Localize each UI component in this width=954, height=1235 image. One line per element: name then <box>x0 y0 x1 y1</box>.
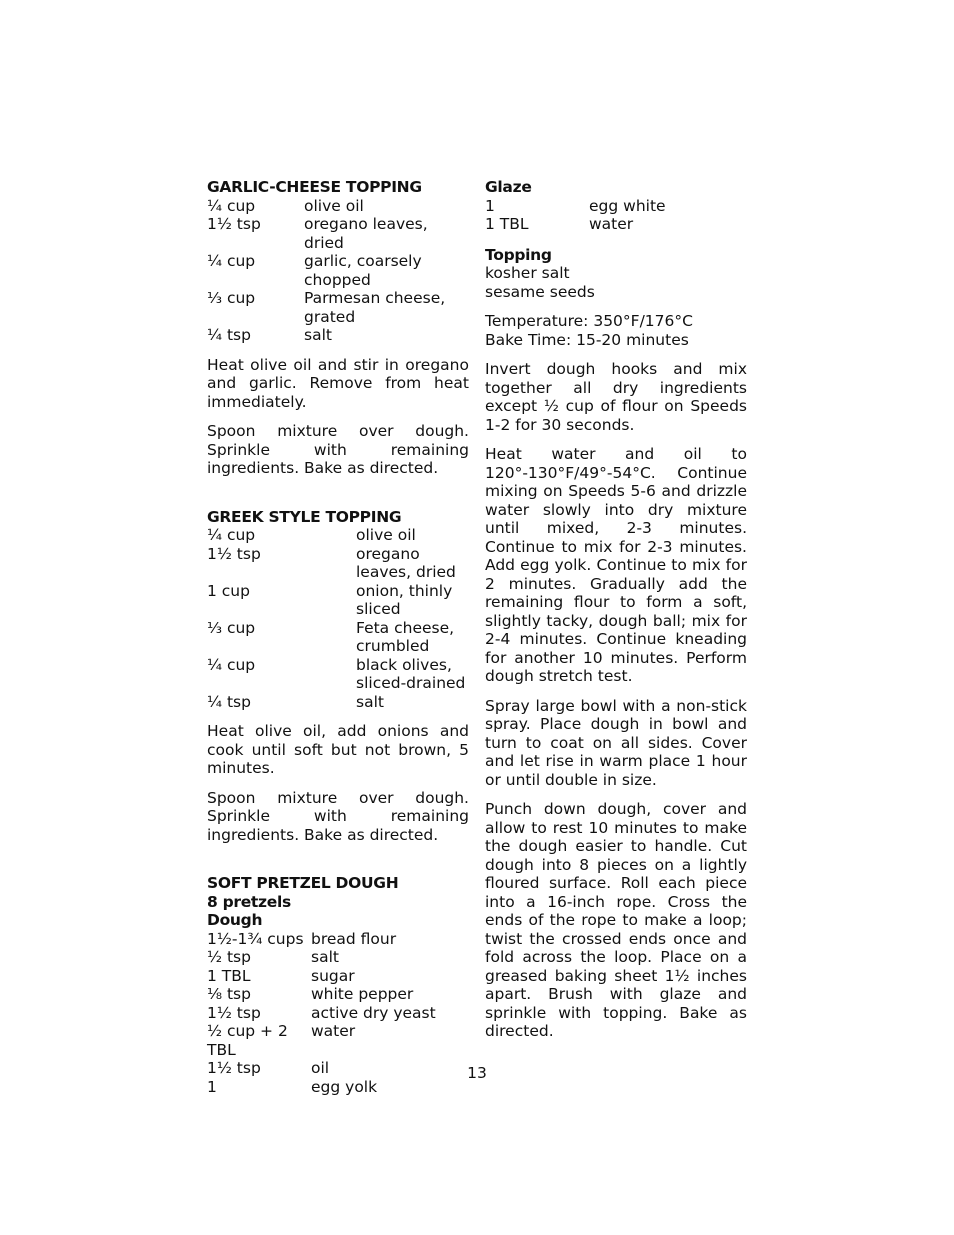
ingredient-name: salt <box>356 692 384 711</box>
topping-item: kosher salt <box>485 264 570 282</box>
garlic-cheese-ingredients <box>207 197 469 345</box>
ingredient-row <box>207 289 469 326</box>
ingredient-quantity: ½ cup + 2 TBL <box>207 1022 288 1059</box>
ingredient-quantity: ⅛ tsp <box>207 985 251 1003</box>
ingredient-row <box>207 526 469 545</box>
ingredient-row <box>207 985 469 1004</box>
greek-topping-title: GREEK STYLE TOPPING <box>207 507 402 526</box>
ingredient-name: olive oil <box>356 526 416 544</box>
temperature: Temperature: 350°F/176°C <box>485 312 693 330</box>
topping-item: sesame seeds <box>485 282 595 301</box>
ingredient-row <box>207 545 469 582</box>
ingredient-name: sugar <box>311 966 355 985</box>
ingredient-quantity: 1 <box>207 1077 217 1096</box>
ingredient-name: oregano leaves, dried <box>304 215 428 252</box>
ingredient-name: Parmesan cheese, grated <box>304 289 446 326</box>
ingredient-row <box>207 582 469 619</box>
ingredient-row <box>207 326 469 345</box>
ingredient-name: egg yolk <box>311 1077 378 1096</box>
ingredient-row <box>207 930 469 949</box>
ingredient-name: bread flour <box>311 929 397 948</box>
ingredient-quantity: ¼ cup <box>207 526 256 544</box>
method-step-4: Punch down dough, cover and allow to rest 10 minutes to make the dough easier to handle. Cut dough into 8 pieces on a lightly floured surface. Roll each piece into a 16-inch rope. Cross the ends of the rope to make a loop; twist the crossed ends once and fold across the loop. Place on a greased baking sheet 1½ inches apart. Brush with glaze and sprinkle with topping. Bake as directed. <box>485 800 747 1040</box>
left-column <box>207 178 469 1096</box>
glaze-title: Glaze <box>485 178 532 196</box>
ingredient-row <box>207 693 469 712</box>
ingredient-name: oregano leaves, dried <box>356 544 456 581</box>
method-step-3: Spray large bowl with a non-stick spray. Place dough in bowl and turn to coat on all sides. Cover and let rise in warm place 1 hour or until double in size. <box>485 696 747 789</box>
ingredient-quantity: 1½ tsp <box>207 1003 261 1022</box>
ingredient-quantity: ¼ cup <box>207 655 256 674</box>
method-step-1: Invert dough hooks and mix together all dry ingredients except ½ cup of flour on Speeds 1-2 for 30 seconds. <box>485 360 747 434</box>
ingredient-name: water <box>589 215 634 233</box>
ingredient-name: black olives, sliced-drained <box>356 655 466 692</box>
ingredient-quantity: 1 <box>485 196 495 215</box>
pretzel-yield: 8 pretzels <box>207 892 291 911</box>
ingredient-name: water <box>311 1022 356 1040</box>
ingredient-name: olive oil <box>304 196 364 215</box>
ingredient-row <box>207 1004 469 1023</box>
greek-topping-step-1: Heat olive oil, add onions and cook until soft but not brown, 5 minutes. <box>207 722 469 777</box>
ingredient-name: Feta cheese, crumbled <box>356 618 455 655</box>
garlic-cheese-step-1: Heat olive oil and stir in oregano and garlic. Remove from heat immediately. <box>207 355 469 411</box>
ingredient-name: active dry yeast <box>311 1003 436 1022</box>
pretzel-title: SOFT PRETZEL DOUGH <box>207 874 399 892</box>
ingredient-quantity: 1 TBL <box>207 966 251 985</box>
method-step-2: Heat water and oil to 120°-130°F/49°-54°C. Continue mixing on Speeds 5-6 and drizzle water slowly into dry mixture until mixed, 2-3 minutes. Continue to mix for 2-3 minutes. Add egg yolk. Continue to mix for 2 minutes. Gradually add the remaining flour to form a soft, slightly tacky, dough ball; mix for 2-4 minutes. Continue kneading for another 10 minutes. Perform dough stretch test. <box>485 445 747 685</box>
ingredient-name: garlic, coarsely chopped <box>304 252 422 289</box>
ingredient-quantity: 1½ tsp <box>207 215 261 233</box>
ingredient-quantity: 1½-1¾ cups <box>207 929 304 948</box>
ingredient-quantity: ¼ cup <box>207 196 256 215</box>
ingredient-name: white pepper <box>311 985 414 1003</box>
ingredient-quantity: ⅓ cup <box>207 618 256 637</box>
page-number: 13 <box>467 1064 487 1082</box>
ingredient-quantity: 1 TBL <box>485 215 529 233</box>
garlic-cheese-title: GARLIC-CHEESE TOPPING <box>207 178 422 196</box>
ingredient-quantity: ½ tsp <box>207 948 251 966</box>
ingredient-quantity: ⅓ cup <box>207 289 256 307</box>
ingredient-row <box>485 215 747 234</box>
ingredient-row <box>207 252 469 289</box>
ingredient-name: onion, thinly sliced <box>356 581 453 618</box>
ingredient-quantity: 1½ tsp <box>207 544 261 563</box>
ingredient-row <box>207 197 469 216</box>
right-column <box>485 178 747 1041</box>
topping-title: Topping <box>485 245 552 264</box>
ingredient-row <box>485 197 747 216</box>
ingredient-row <box>207 619 469 656</box>
ingredient-row <box>207 948 469 967</box>
ingredient-name: oil <box>311 1059 330 1077</box>
ingredient-row <box>207 656 469 693</box>
ingredient-quantity: ¼ tsp <box>207 692 251 711</box>
ingredient-quantity: 1 cup <box>207 581 250 600</box>
greek-topping-ingredients <box>207 526 469 711</box>
ingredient-name: egg white <box>589 196 666 215</box>
ingredient-quantity: ¼ cup <box>207 252 256 270</box>
ingredient-quantity: ¼ tsp <box>207 326 251 344</box>
bake-time: Bake Time: 15-20 minutes <box>485 330 689 349</box>
greek-topping-step-2: Spoon mixture over dough. Sprinkle with remaining ingredients. Bake as directed. <box>207 788 469 844</box>
ingredient-row <box>207 215 469 252</box>
ingredient-name: salt <box>304 326 332 344</box>
pretzel-dough-subtitle: Dough <box>207 911 263 929</box>
ingredient-quantity: 1½ tsp <box>207 1059 261 1077</box>
garlic-cheese-step-2: Spoon mixture over dough. Sprinkle with remaining ingredients. Bake as directed. <box>207 422 469 477</box>
ingredient-name: salt <box>311 948 339 966</box>
ingredient-row <box>207 1022 469 1059</box>
ingredient-row <box>207 967 469 986</box>
glaze-ingredients <box>485 197 747 234</box>
